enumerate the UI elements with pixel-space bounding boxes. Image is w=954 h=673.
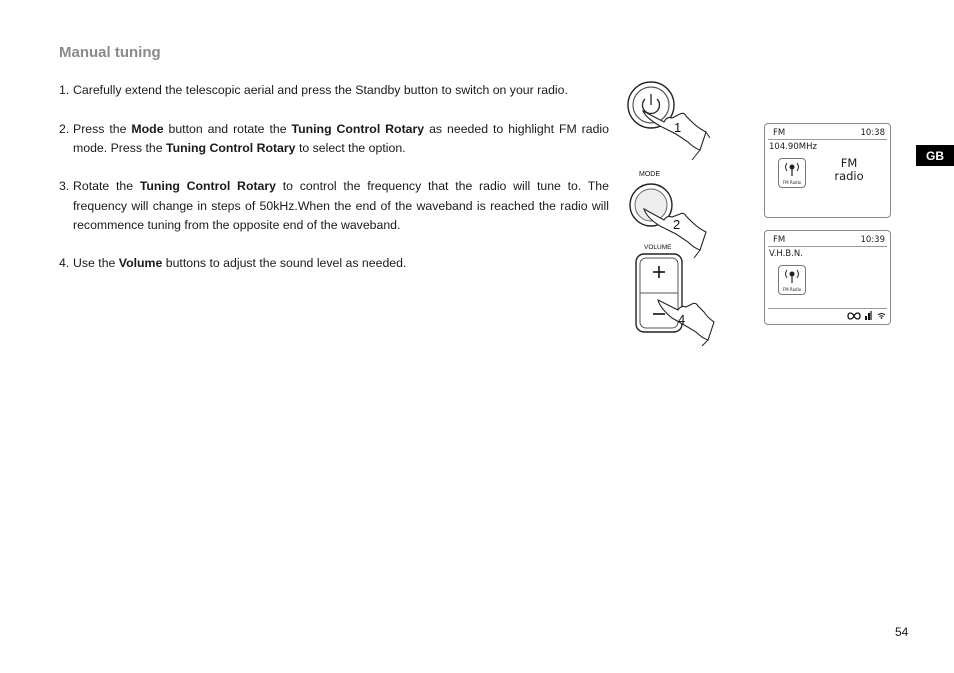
signal-strength-icon [865, 311, 873, 320]
header-divider [768, 246, 887, 247]
mode-label: MODE [639, 171, 660, 178]
standby-button-illustration [628, 82, 710, 160]
wifi-icon [877, 312, 886, 319]
step-2 [59, 120, 609, 158]
callout-1: 1 [674, 120, 682, 135]
language-tab: GB [916, 145, 954, 166]
step-number: 2. [59, 121, 70, 136]
step-text: Press the Mode button and rotate the Tuning Control Rotary as needed to highlight FM radio mode. Press the Tuning Control Rotary to select the option. [73, 121, 609, 155]
icon-caption: FM Radio [782, 180, 802, 185]
step-number: 1. [59, 83, 70, 97]
volume-buttons-illustration [636, 244, 714, 346]
step-4 [59, 254, 609, 273]
page-number: 54 [895, 625, 909, 639]
page-title: Manual tuning [59, 44, 161, 61]
fm-radio-icon [778, 158, 806, 188]
step-number: 4. [59, 256, 70, 271]
callout-2: 2 [673, 217, 681, 232]
status-bar [847, 311, 886, 320]
header-divider [768, 139, 887, 140]
band-label: FM [773, 235, 786, 245]
antenna-icon [779, 266, 805, 286]
band-label: FM [773, 128, 786, 138]
fm-radio-icon [778, 265, 806, 295]
mode-name: FM radio [834, 156, 864, 183]
step-text: Use the Volume buttons to adjust the sound level as needed. [73, 256, 407, 271]
clock-time: 10:39 [860, 235, 885, 245]
instruction-steps [59, 81, 609, 293]
antenna-icon [779, 159, 805, 179]
repeat-icon [847, 312, 861, 320]
radio-display-station [764, 230, 891, 325]
icon-caption: FM Radio [782, 287, 802, 292]
step-1 [59, 81, 609, 100]
pointing-hand-icon [643, 111, 710, 160]
clock-time: 10:38 [860, 128, 885, 138]
frequency-readout: 104.90MHz [769, 142, 817, 152]
button-illustrations [620, 78, 724, 348]
station-name: V.H.B.N. [769, 249, 803, 259]
radio-display-fm-mode [764, 123, 891, 218]
display-header [773, 235, 885, 246]
volume-label: VOLUME [644, 244, 672, 251]
display-header [773, 128, 885, 139]
status-divider [768, 308, 887, 309]
callout-4: 4 [678, 312, 686, 327]
step-3 [59, 177, 609, 235]
step-text: Rotate the Tuning Control Rotary to control the frequency that the radio will tune to. The frequency will change in steps of 50kHz.When the end of the waveband is reached the radio will recommence tuning from the opposite end of the waveband. [73, 179, 609, 232]
step-number: 3. [59, 179, 70, 194]
step-text: Carefully extend the telescopic aerial and press the Standby button to switch on your radio. [73, 83, 568, 97]
